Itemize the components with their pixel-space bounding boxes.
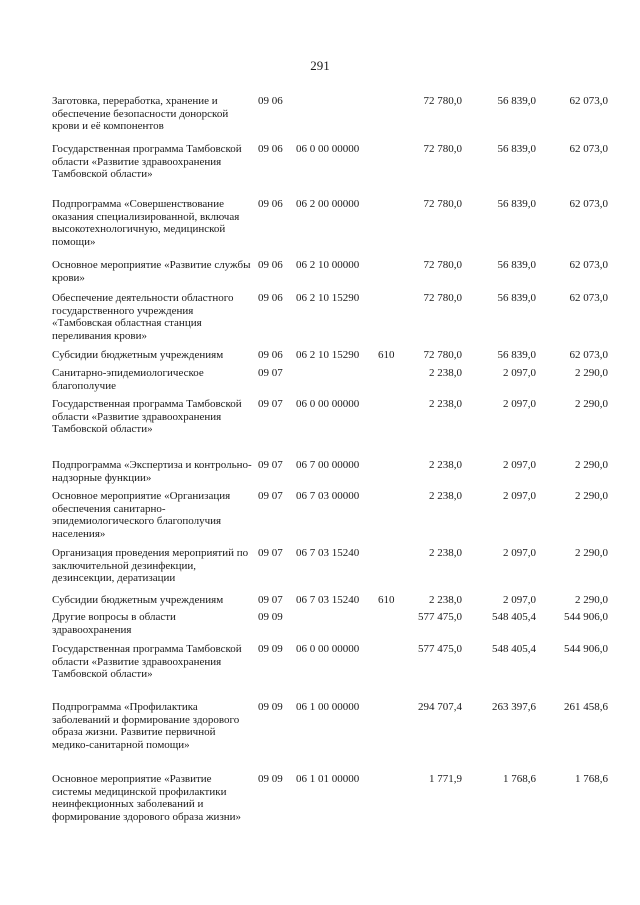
row-amount-2: 548 405,4 [492, 643, 536, 655]
row-target-code: 06 7 03 15240 [296, 547, 360, 559]
row-name: Подпрограмма «Экспертиза и контрольно-надзорные функции» [52, 459, 252, 484]
row-section-code: 09 06 [258, 143, 283, 155]
row-target-code: 06 7 00 00000 [296, 459, 360, 471]
row-amount-3: 2 290,0 [575, 490, 608, 502]
row-amount-3: 261 458,6 [564, 701, 608, 713]
row-amount-3: 2 290,0 [575, 367, 608, 379]
row-name: Основное мероприятие «Развитие службы крови» [52, 259, 251, 284]
row-target-code: 06 2 00 00000 [296, 198, 360, 210]
row-target-code: 06 0 00 00000 [296, 143, 360, 155]
row-amount-2: 56 839,0 [497, 198, 536, 210]
row-section-code: 09 07 [258, 367, 283, 379]
row-amount-2: 56 839,0 [497, 95, 536, 107]
row-name: Государственная программа Тамбовской области «Развитие здравоохранения Тамбовской области» [52, 143, 242, 180]
row-section-code: 09 06 [258, 292, 283, 304]
row-amount-3: 2 290,0 [575, 398, 608, 410]
row-amount-3: 544 906,0 [564, 643, 608, 655]
row-amount-2: 2 097,0 [503, 367, 536, 379]
row-amount-2: 2 097,0 [503, 459, 536, 471]
row-section-code: 09 09 [258, 643, 283, 655]
row-amount-2: 56 839,0 [497, 143, 536, 155]
row-section-code: 09 09 [258, 611, 283, 623]
row-section-code: 09 06 [258, 259, 283, 271]
row-name: Организация проведения мероприятий по заключительной дезинфекции, дезинсекции, дератизации [52, 547, 249, 584]
row-section-code: 09 09 [258, 701, 283, 713]
row-amount-1: 72 780,0 [423, 143, 462, 155]
row-target-code: 06 0 00 00000 [296, 398, 360, 410]
row-name: Основное мероприятие «Развитие системы медицинской профилактики неинфекционных заболеваний и формирование здорового образа жизни» [52, 773, 242, 823]
row-section-code: 09 07 [258, 398, 283, 410]
row-amount-1: 72 780,0 [423, 259, 462, 271]
row-amount-3: 62 073,0 [569, 259, 608, 271]
row-target-code: 06 0 00 00000 [296, 643, 360, 655]
row-amount-1: 2 238,0 [429, 547, 462, 559]
row-amount-1: 72 780,0 [423, 95, 462, 107]
row-amount-1: 72 780,0 [423, 198, 462, 210]
row-target-code: 06 7 03 00000 [296, 490, 360, 502]
row-amount-3: 62 073,0 [569, 95, 608, 107]
row-expense-type: 610 [378, 594, 395, 606]
row-target-code: 06 2 10 15290 [296, 349, 360, 361]
row-amount-1: 72 780,0 [423, 292, 462, 304]
row-section-code: 09 06 [258, 95, 283, 107]
row-target-code: 06 1 00 00000 [296, 701, 360, 713]
row-name: Основное мероприятие «Организация обеспечения санитарно-эпидемиологического благополучия населения» [52, 490, 231, 540]
row-amount-1: 577 475,0 [418, 643, 462, 655]
row-amount-3: 2 290,0 [575, 594, 608, 606]
row-amount-2: 56 839,0 [497, 292, 536, 304]
row-amount-1: 2 238,0 [429, 594, 462, 606]
row-section-code: 09 07 [258, 594, 283, 606]
row-name: Заготовка, переработка, хранение и обеспечение безопасности донорской крови и её компонентов [52, 95, 229, 132]
row-amount-2: 2 097,0 [503, 594, 536, 606]
row-amount-1: 294 707,4 [418, 701, 462, 713]
row-amount-2: 56 839,0 [497, 349, 536, 361]
row-name: Субсидии бюджетным учреждениям [52, 594, 224, 606]
row-section-code: 09 06 [258, 349, 283, 361]
row-section-code: 09 06 [258, 198, 283, 210]
row-amount-3: 62 073,0 [569, 349, 608, 361]
row-name: Субсидии бюджетным учреждениям [52, 349, 224, 361]
row-amount-3: 62 073,0 [569, 292, 608, 304]
row-expense-type: 610 [378, 349, 395, 361]
row-amount-3: 2 290,0 [575, 547, 608, 559]
row-amount-3: 544 906,0 [564, 611, 608, 623]
row-name: Государственная программа Тамбовской области «Развитие здравоохранения Тамбовской области» [52, 398, 242, 435]
row-amount-1: 1 771,9 [429, 773, 462, 785]
row-section-code: 09 07 [258, 490, 283, 502]
row-amount-3: 2 290,0 [575, 459, 608, 471]
row-section-code: 09 07 [258, 459, 283, 471]
row-amount-3: 62 073,0 [569, 143, 608, 155]
row-name: Обеспечение деятельности областного государственного учреждения «Тамбовская областная станция переливания крови» [52, 292, 234, 342]
row-amount-2: 1 768,6 [503, 773, 536, 785]
row-name: Другие вопросы в области здравоохранения [52, 611, 176, 636]
row-target-code: 06 1 01 00000 [296, 773, 360, 785]
row-section-code: 09 09 [258, 773, 283, 785]
row-amount-3: 62 073,0 [569, 198, 608, 210]
row-name: Подпрограмма «Совершенствование оказания специализированной, включая высокотехнологичную, медицинской помощи» [52, 198, 240, 248]
page-number: 291 [310, 58, 330, 73]
row-target-code: 06 7 03 15240 [296, 594, 360, 606]
row-amount-2: 2 097,0 [503, 490, 536, 502]
row-amount-2: 263 397,6 [492, 701, 536, 713]
row-amount-2: 548 405,4 [492, 611, 536, 623]
row-name: Санитарно-эпидемиологическое благополучие [52, 367, 204, 392]
row-amount-3: 1 768,6 [575, 773, 608, 785]
row-amount-1: 2 238,0 [429, 367, 462, 379]
row-amount-2: 56 839,0 [497, 259, 536, 271]
row-amount-1: 2 238,0 [429, 459, 462, 471]
row-target-code: 06 2 10 00000 [296, 259, 360, 271]
row-section-code: 09 07 [258, 547, 283, 559]
row-target-code: 06 2 10 15290 [296, 292, 360, 304]
row-name: Государственная программа Тамбовской области «Развитие здравоохранения Тамбовской области» [52, 643, 242, 680]
row-amount-1: 2 238,0 [429, 398, 462, 410]
row-name: Подпрограмма «Профилактика заболеваний и формирование здорового образа жизни. Развитие первичной медико-санитарной помощи» [52, 701, 240, 751]
row-amount-1: 72 780,0 [423, 349, 462, 361]
row-amount-2: 2 097,0 [503, 547, 536, 559]
row-amount-1: 577 475,0 [418, 611, 462, 623]
row-amount-1: 2 238,0 [429, 490, 462, 502]
row-amount-2: 2 097,0 [503, 398, 536, 410]
